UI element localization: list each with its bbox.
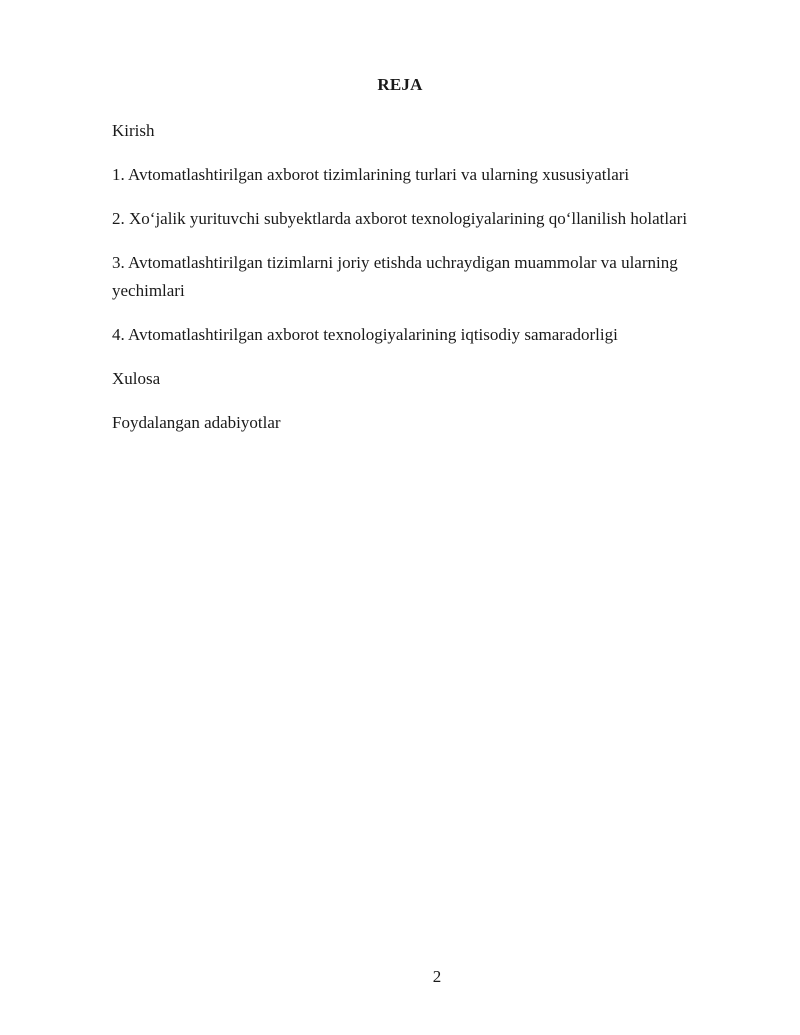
toc-item-3: 3. Avtomatlashtirilgan tizimlarni joriy etishda uchraydigan muammolar va ularning yechimlari [112, 253, 678, 300]
toc-item-1: 1. Avtomatlashtirilgan axborot tizimlarining turlari va ularning xususiyatlari [112, 165, 630, 184]
toc-item-2: 2. Xo‘jalik yurituvchi subyektlarda axborot texnologiyalarining qo‘llanilish holatlari [112, 209, 688, 228]
page-number: 2 [432, 967, 442, 986]
toc-item-introduction: Kirish [112, 121, 155, 140]
toc-item-conclusion: Xulosa [112, 369, 161, 388]
toc-item-references: Foydalangan adabiyotlar [112, 413, 281, 432]
page-title: REJA [377, 75, 423, 94]
toc-item-4: 4. Avtomatlashtirilgan axborot texnologiyalarining iqtisodiy samaradorligi [112, 325, 618, 344]
table-of-contents [112, 119, 732, 455]
